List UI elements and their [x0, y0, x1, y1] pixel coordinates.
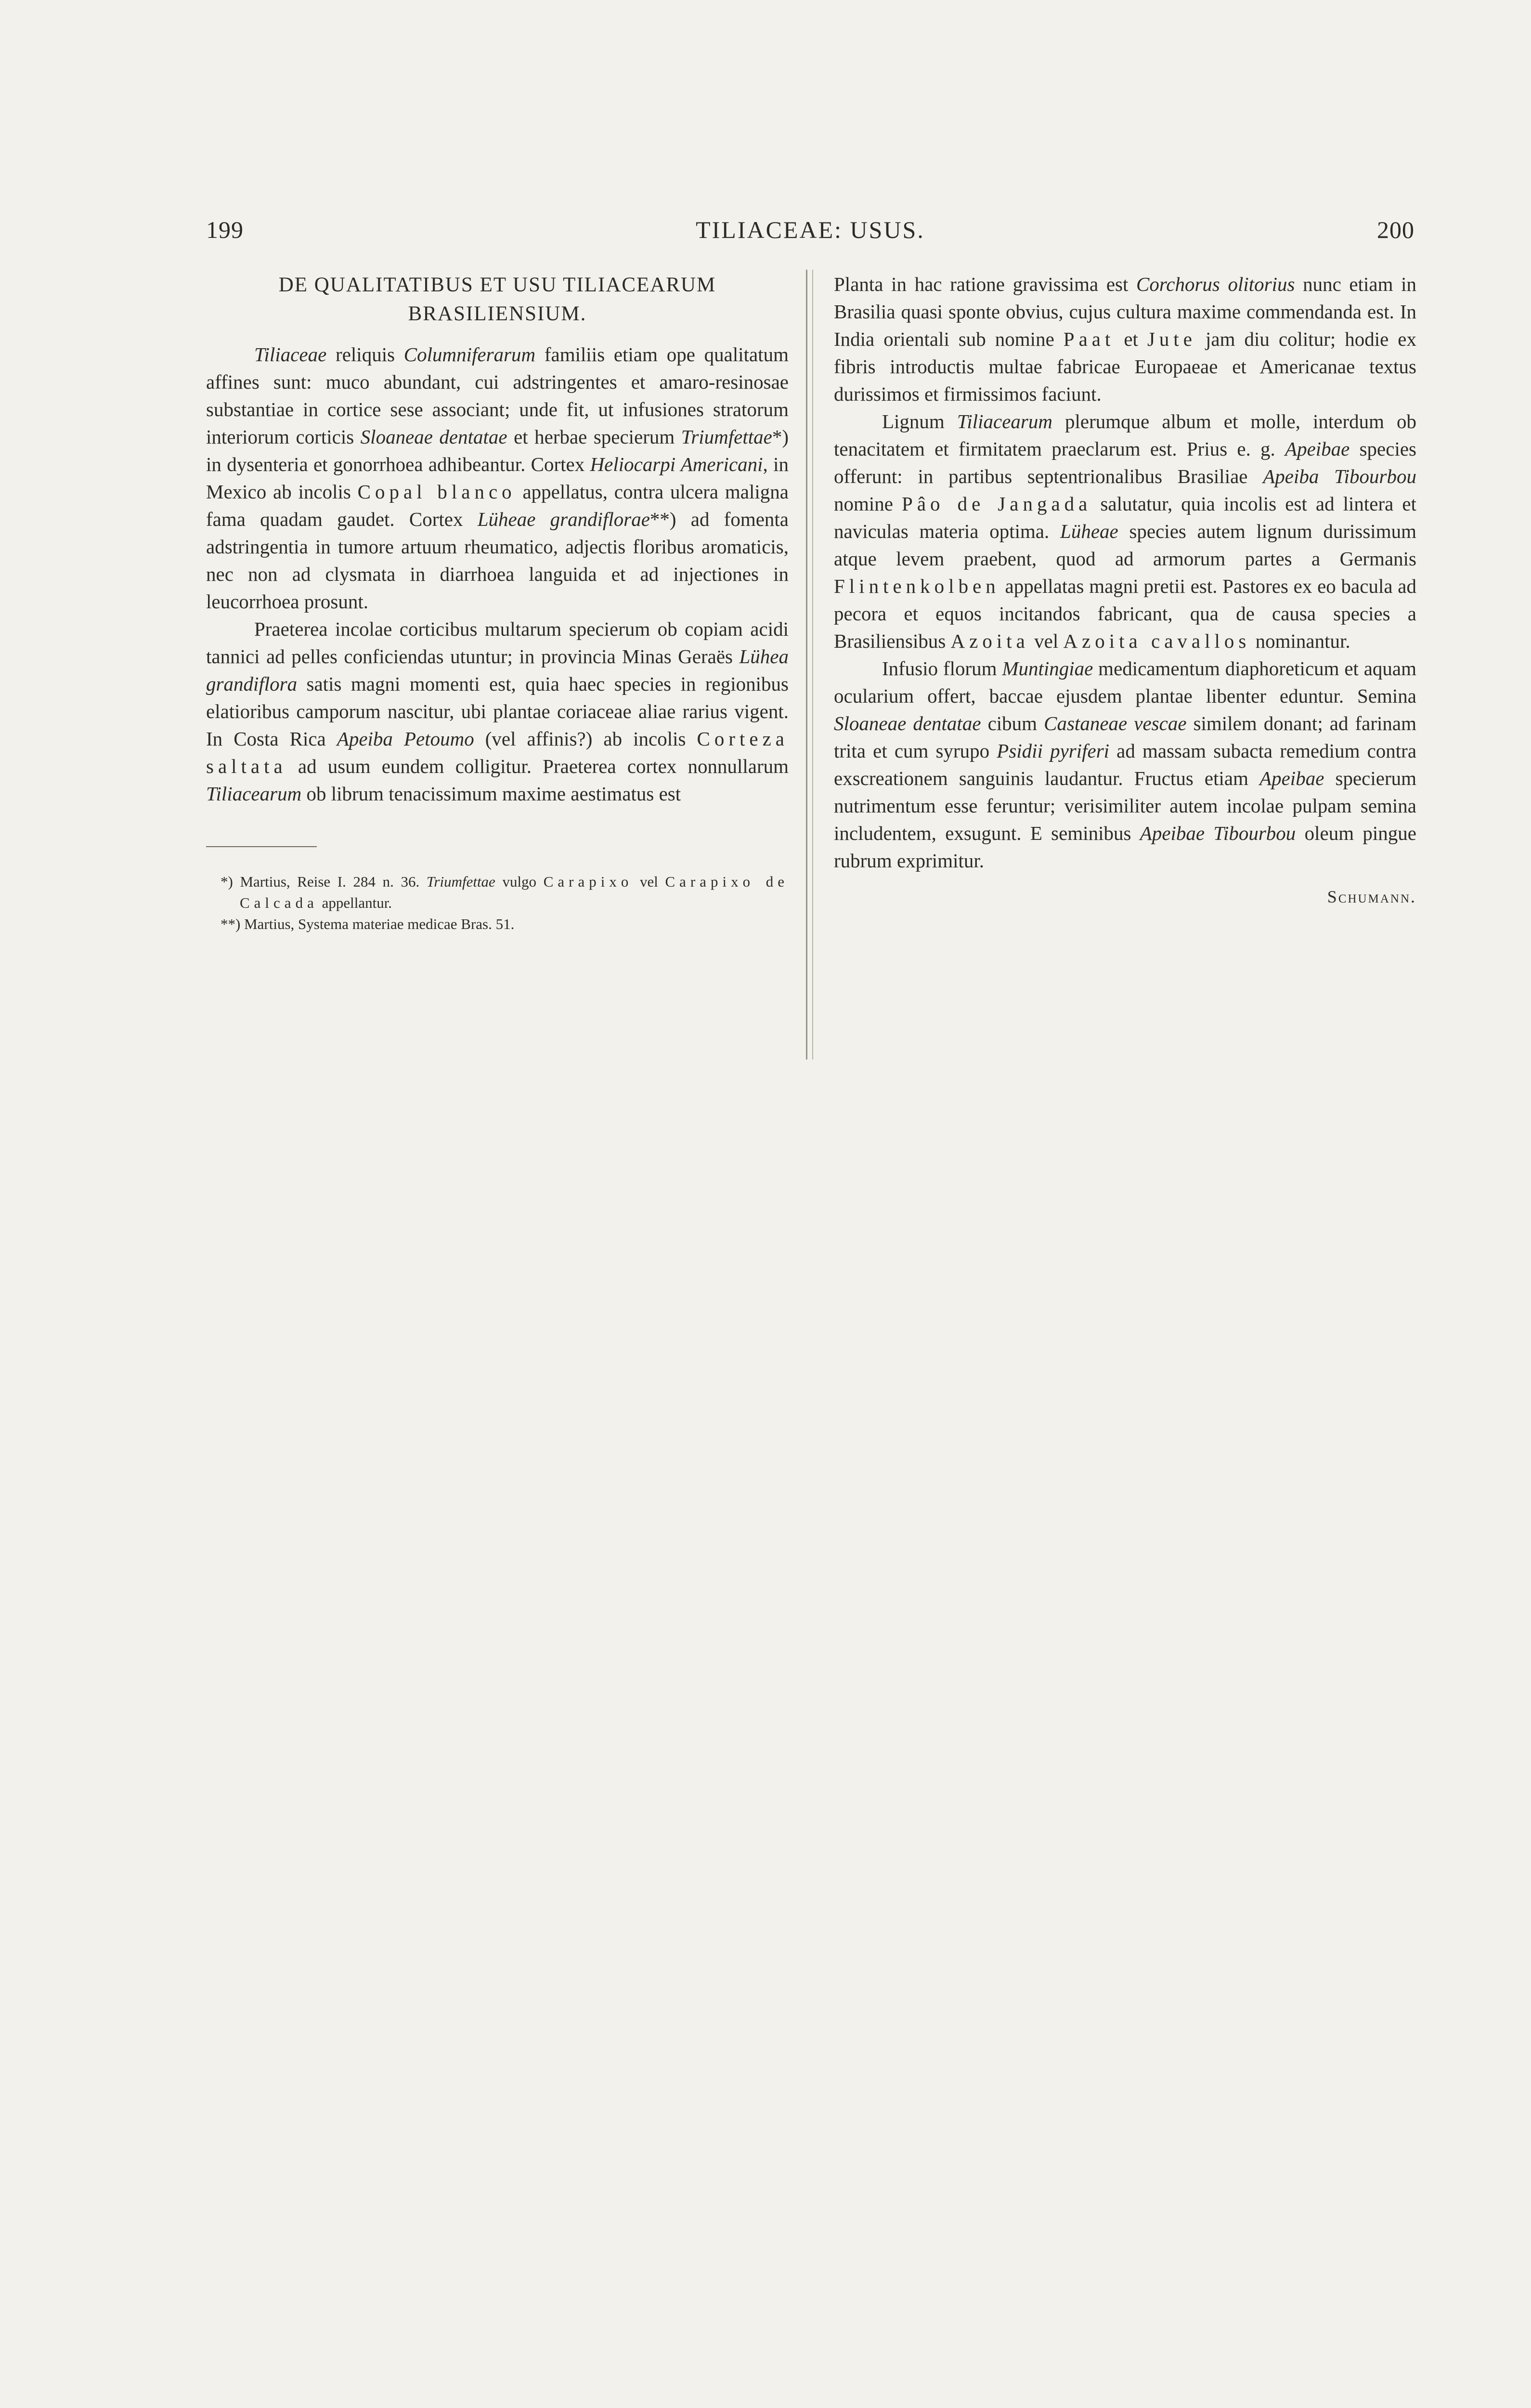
text-run: **) ad fomenta adstringentia in tumore artuum rheumatico, adjectis floribus aromaticis, nec non ad clysmata in diarrhoea languida et ad injectiones in leucorrhoea prosunt.	[206, 508, 789, 613]
text-run: specierum nutrimentum esse feruntur; verisimiliter autem incolae pulpam semina includentem, exsugunt. E seminibus	[834, 767, 1416, 844]
italic-text: Corchorus olitorius	[1136, 273, 1295, 295]
text-run: appellantur.	[318, 894, 392, 911]
section-title	[206, 271, 789, 328]
text-run: oleum pingue rubrum exprimitur.	[834, 822, 1417, 872]
italic-text: Sloaneae dentatae	[834, 712, 981, 734]
italic-text: Tiliacearum	[206, 783, 302, 805]
italic-text: Apeibae	[1285, 438, 1350, 460]
page-number-left: 199	[206, 216, 244, 243]
text-run: vel	[633, 873, 665, 890]
text-run: et	[1115, 328, 1147, 350]
text-run: jam diu colitur; hodie ex fibris introductis multae fabricae Europaeae et Americanae textus durissimos et firmissimos faciunt.	[834, 328, 1417, 405]
text-run: similem donant; ad farinam trita et cum syrupo	[834, 712, 1416, 762]
page-number-right: 200	[1377, 216, 1414, 243]
paragraph	[834, 271, 1416, 408]
footnotes	[206, 871, 789, 935]
author-signature: Schumann.	[1327, 887, 1416, 906]
paragraph	[206, 341, 789, 615]
text-run: appellatus, contra ulcera maligna fama quadam gaudet. Cortex	[206, 481, 789, 530]
text-run: , in Mexico ab incolis	[206, 453, 789, 503]
text-run: medicamentum diaphoreticum et aquam ocularium offert, baccae ejusdem plantae libenter eduntur. Semina	[834, 657, 1416, 707]
text-run: ob librum tenacissimum maxime aestimatus est	[301, 783, 681, 805]
section-title-line-1: DE QUALITATIBUS ET USU TILIACEARUM	[278, 274, 716, 296]
italic-text: Tiliacearum	[957, 410, 1053, 432]
text-run: et herbae specierum	[507, 426, 681, 448]
left-column	[206, 271, 789, 935]
text-run: *) in dysenteria et gonorrhoea adhibeantur. Cortex	[206, 426, 789, 475]
text-run: ad usum eundem colligitur. Praeterea cortex nonnullarum	[286, 755, 789, 777]
text-run: plerumque album et molle, interdum ob tenacitatem et firmitatem praeclarum est. Prius e. g.	[834, 410, 1417, 460]
italic-text: Apeibae Tibourbou	[1140, 822, 1296, 844]
italic-text: Triumfettae	[426, 873, 495, 890]
italic-text: Apeiba Petoumo	[337, 728, 474, 750]
section-title-line-2: BRASILIENSIUM.	[408, 302, 587, 325]
spaced-text: Paat	[1063, 328, 1115, 350]
footnote-rule	[206, 846, 317, 847]
italic-text: Triumfettae	[681, 426, 772, 448]
text-run: familiis etiam ope qualitatum affines sunt: muco abundant, cui adstringentes et amaro-resinosae substantiae in cortice sese associant; unde fit, ut infusiones stratorum interiorum corticis	[206, 343, 789, 448]
spaced-text: Azoita	[950, 630, 1029, 652]
footnote	[206, 914, 789, 935]
italic-text: Columniferarum	[403, 343, 536, 366]
text-run: species offerunt: in partibus septentrionalibus Brasiliae	[834, 438, 1416, 487]
italic-text: Castaneae vescae	[1044, 712, 1187, 734]
spaced-text: Azoita cavallos	[1063, 630, 1251, 652]
text-run: species autem lignum durissimum atque levem praebent, quod ad armorum partes a Germanis	[834, 520, 1416, 570]
italic-text: Apeiba Tibourbou	[1263, 465, 1416, 487]
footnote	[206, 871, 789, 914]
italic-text: Muntingiae	[1002, 657, 1093, 680]
text-run: appellatas magni pretii est. Pastores ex eo bacula ad pecora et equos incitandos fabricant, qua de causa species a Brasiliensibus	[834, 575, 1416, 652]
text-run: Praeterea incolae corticibus multarum specierum ob copiam acidi tannici ad pelles conficiendas utuntur; in provincia Minas Geraës	[206, 618, 789, 667]
text-run: *) Martius, Reise I. 284 n. 36.	[221, 873, 427, 890]
text-run: nunc etiam in Brasilia quasi sponte obvius, cujus cultura maxime commendanda est. In India orientali sub nomine	[834, 273, 1416, 350]
column-divider	[806, 270, 813, 1060]
text-run: satis magni momenti est, quia haec species in regionibus elatioribus camporum nascitur, ubi plantae coriaceae aliae rarius vigent. In Costa Rica	[206, 673, 789, 750]
italic-text: Apeibae	[1259, 767, 1324, 789]
spaced-text: Carapixo	[543, 873, 633, 890]
text-run: cibum	[981, 712, 1044, 734]
text-run: **) Martius, Systema materiae medicae Bras. 51.	[221, 916, 515, 932]
italic-text: Lüheae grandiflorae	[477, 508, 650, 530]
text-run: Planta in hac ratione gravissima est	[834, 273, 1136, 295]
italic-text: Psidii pyriferi	[997, 740, 1110, 762]
italic-text: Lüheae	[1060, 520, 1118, 542]
italic-text: Tiliaceae	[254, 343, 327, 366]
text-run: Lignum	[882, 410, 957, 432]
text-run: ad massam subacta remedium contra exscreationem sanguinis laudantur. Fructus etiam	[834, 740, 1417, 789]
right-column	[834, 271, 1416, 911]
spaced-text: Carapixo de Calcada	[240, 873, 789, 911]
text-run: vel	[1029, 630, 1064, 652]
text-run: nomine	[834, 493, 902, 515]
text-run: reliquis	[326, 343, 404, 366]
running-header	[206, 216, 1414, 249]
paragraph	[834, 408, 1416, 655]
italic-text: Heliocarpi Americani	[590, 453, 763, 475]
text-run: (vel affinis?) ab incolis	[474, 728, 697, 750]
spaced-text: Jute	[1147, 328, 1196, 350]
text-run: vulgo	[495, 873, 544, 890]
text-run: Infusio florum	[882, 657, 1002, 680]
italic-text: Sloaneae dentatae	[360, 426, 507, 448]
paragraph	[834, 655, 1416, 875]
text-run: salutatur, quia incolis est ad lintera et naviculas materia optima.	[834, 493, 1416, 542]
spaced-text: Pâo de Jangada	[902, 493, 1092, 515]
italic-text: Lühea grandiflora	[206, 645, 789, 695]
spaced-text: Flintenkolben	[834, 575, 1000, 597]
running-title: TILIACEAE: USUS.	[696, 216, 925, 243]
text-run: nominantur.	[1250, 630, 1350, 652]
spaced-text: Corteza saltata	[206, 728, 789, 777]
spaced-text: Copal blanco	[357, 481, 516, 503]
paragraph	[206, 615, 789, 808]
